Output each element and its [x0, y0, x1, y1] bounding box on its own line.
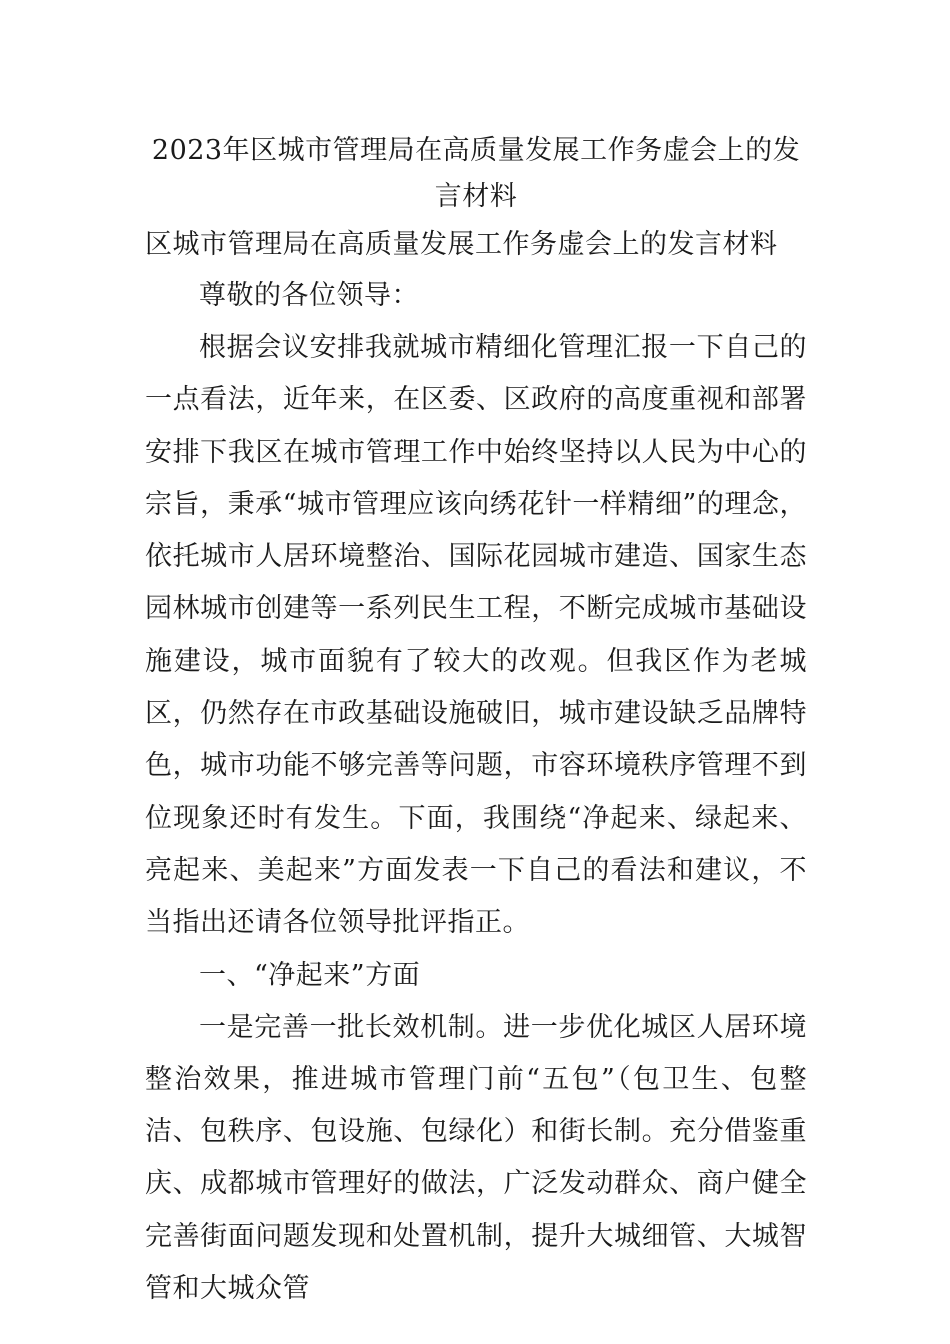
document-title: 2023年区城市管理局在高质量发展工作务虚会上的发言材料	[151, 135, 801, 212]
intro-paragraph: 根据会议安排我就城市精细化管理汇报一下自己的一点看法，近年来，在区委、区政府的高度重视和部署安排下我区在城市管理工作中始终坚持以人民为中心的宗旨，秉承“城市管理应该向绣花针一样精细”的理念，依托城市人居环境整治、国际花园城市建造、国家生态园林城市创建等一系列民生工程，不断完成城市基础设施建设，城市面貌有了较大的改观。但我区作为老城区，仍然存在市政基础设施破旧，城市建设缺乏品牌特色，城市功能不够完善等问题，市容环境秩序管理不到位现象还时有发生。下面，我围绕“净起来、绿起来、亮起来、美起来”方面发表一下自己的看法和建议，不当指出还请各位领导批评指正。	[145, 332, 807, 939]
document-subtitle: 区城市管理局在高质量发展工作务虚会上的发言材料	[145, 229, 778, 260]
section-heading: 一、“净起来”方面	[199, 959, 421, 991]
section-paragraph: 一是完善一批长效机制。进一步优化城区人居环境整治效果，推进城市管理门前“五包”（包卫生、包整洁、包秩序、包设施、包绿化）和街长制。充分借鉴重庆、成都城市管理好的做法，广泛发动群众、商户健全完善街面问题发现和处置机制，提升大城细管、大城智管和大城众管	[145, 1011, 807, 1305]
document-body	[145, 128, 807, 1315]
salutation: 尊敬的各位领导：	[199, 280, 419, 311]
